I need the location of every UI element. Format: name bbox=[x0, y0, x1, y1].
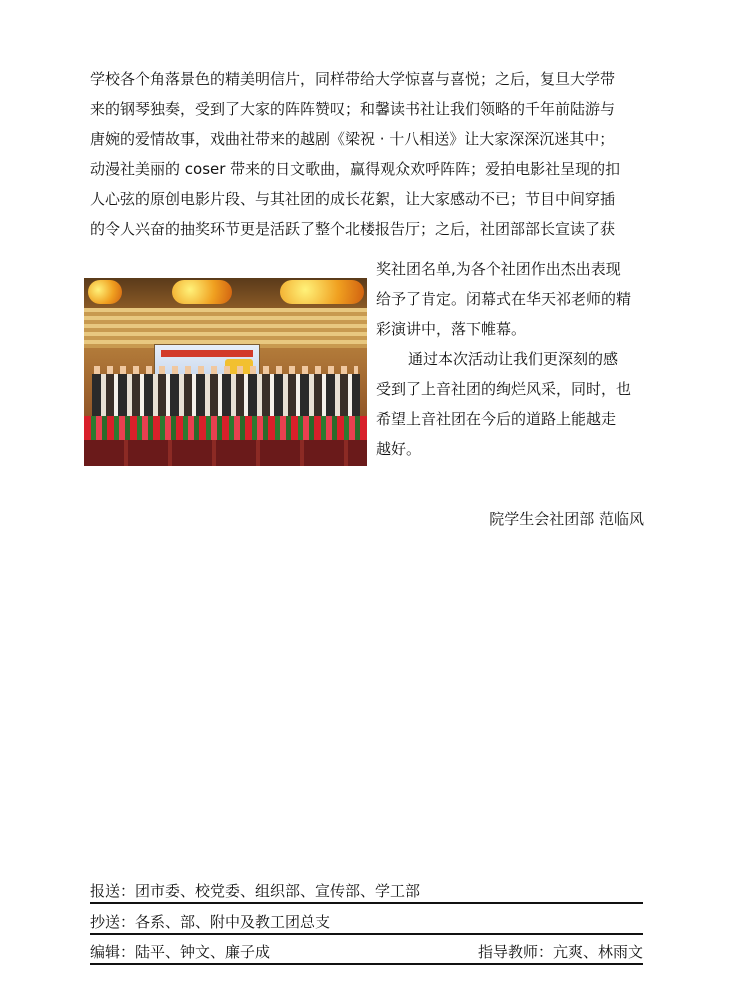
balloon-cluster bbox=[88, 280, 122, 304]
body-line: 学校各个角落景色的精美明信片，同样带给大学惊喜与喜悦；之后，复旦大学带 bbox=[90, 70, 616, 88]
side-line: 彩演讲中，落下帷幕。 bbox=[376, 320, 527, 338]
side-line: 越好。 bbox=[376, 440, 422, 458]
photo-flowers bbox=[84, 416, 367, 440]
editors-text: 编辑：陆平、钟文、廉子成 bbox=[90, 943, 271, 961]
footer-report-to bbox=[90, 880, 643, 904]
body-line: 唐婉的爱情故事，戏曲社带来的越剧《梁祝 · 十八相送》让大家深深沉迷其中； bbox=[90, 130, 615, 148]
body-line: 动漫社美丽的 coser 带来的日文歌曲，赢得观众欢呼阵阵；爱拍电影社呈现的扣 bbox=[90, 160, 621, 178]
side-line: 通过本次活动让我们更深刻的感 bbox=[408, 350, 619, 368]
side-line: 受到了上音社团的绚烂风采，同时，也 bbox=[376, 380, 632, 398]
photo-people bbox=[92, 374, 360, 422]
report-to-text: 报送：团市委、校党委、组织部、宣传部、学工部 bbox=[90, 882, 421, 900]
footer-editors bbox=[90, 941, 643, 965]
screen-title-bar bbox=[161, 350, 253, 357]
side-line: 奖社团名单,为各个社团作出杰出表现 bbox=[376, 260, 621, 278]
group-photo-image bbox=[84, 278, 367, 466]
copy-to-text: 抄送：各系、部、附中及教工团总支 bbox=[90, 913, 331, 931]
body-line: 来的钢琴独奏，受到了大家的阵阵赞叹；和馨读书社让我们领略的千年前陆游与 bbox=[90, 100, 616, 118]
side-line: 希望上音社团在今后的道路上能越走 bbox=[376, 410, 617, 428]
footer-copy-to bbox=[90, 911, 643, 935]
photo-stage-panel bbox=[84, 308, 367, 348]
signature: 院学生会社团部 范临风 bbox=[489, 510, 644, 528]
advisors-text: 指导教师：亢爽、林雨文 bbox=[477, 943, 643, 961]
photo-seats bbox=[84, 440, 367, 466]
balloon-cluster bbox=[280, 280, 364, 304]
balloon-cluster bbox=[172, 280, 232, 304]
body-line: 的令人兴奋的抽奖环节更是活跃了整个北楼报告厅；之后，社团部部长宣读了获 bbox=[90, 220, 616, 238]
body-line: 人心弦的原创电影片段、与其社团的成长花絮，让大家感动不已；节目中间穿插 bbox=[90, 190, 616, 208]
side-line: 给予了肯定。闭幕式在华天祁老师的精 bbox=[376, 290, 632, 308]
